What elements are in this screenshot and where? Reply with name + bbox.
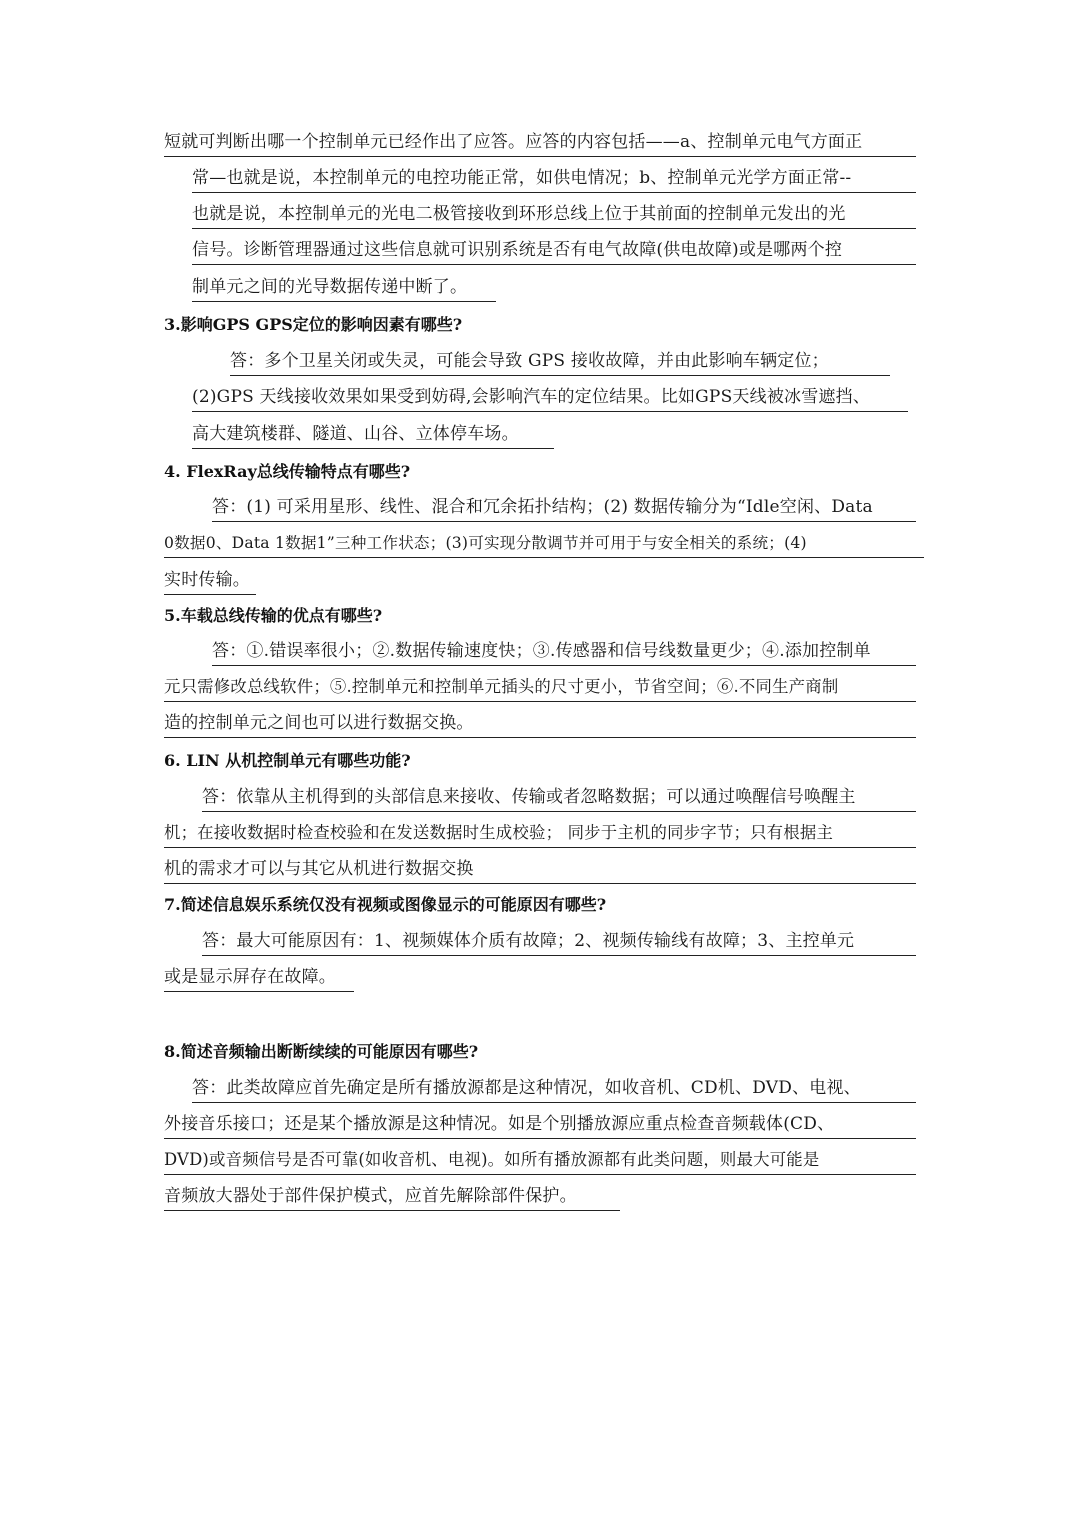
answer-line: 或是显示屏存在故障。 (164, 966, 354, 992)
answer-line: 机；在接收数据时检查校验和在发送数据时生成校验； 同步于主机的同步字节；只有根据主 (164, 822, 916, 848)
answer-line: 造的控制单元之间也可以进行数据交换。 (164, 712, 916, 738)
answer-line: 机的需求才可以与其它从机进行数据交换 (164, 858, 916, 884)
intro-line: 也就是说，本控制单元的光电二极管接收到环形总线上位于其前面的控制单元发出的光 (192, 203, 916, 229)
question-heading: 7.简述信息娱乐系统仅没有视频或图像显示的可能原因有哪些? (164, 895, 607, 914)
question-heading: 4. FlexRay总线传输特点有哪些? (164, 462, 411, 481)
answer-line: 答：①.错误率很小；②.数据传输速度快；③.传感器和信号线数量更少；④.添加控制单 (212, 640, 916, 666)
answer-line: 元只需修改总线软件；⑤.控制单元和控制单元插头的尺寸更小，节省空间；⑥.不同生产商制 (164, 676, 916, 702)
answer-line: 答：此类故障应首先确定是所有播放源都是这种情况，如收音机、CD机、DVD、电视、 (192, 1077, 916, 1103)
question-heading: 8.简述音频输出断断续续的可能原因有哪些? (164, 1042, 479, 1061)
answer-line: DVD)或音频信号是否可靠(如收音机、电视)。如所有播放源都有此类问题，则最大可能是 (164, 1149, 916, 1175)
answer-line: 答：(1) 可采用星形、线性、混合和冗余拓扑结构；(2) 数据传输分为“Idle空闲、Data (212, 496, 916, 522)
question-heading: 3.影响GPS GPS定位的影响因素有哪些? (164, 315, 463, 334)
answer-line: 音频放大器处于部件保护模式，应首先解除部件保护。 (164, 1185, 620, 1211)
intro-line: 制单元之间的光导数据传递中断了。 (192, 276, 496, 302)
answer-line: 实时传输。 (164, 569, 256, 595)
intro-line: 信号。诊断管理器通过这些信息就可识别系统是否有电气故障(供电故障)或是哪两个控 (192, 239, 916, 265)
question-heading: 5.车载总线传输的优点有哪些? (164, 606, 383, 625)
answer-line: 答：最大可能原因有：1、视频媒体介质有故障；2、视频传输线有故障；3、主控单元 (202, 930, 916, 956)
answer-line: 0数据0、Data 1数据1”三种工作状态；(3)可实现分散调节并可用于与安全相关的系统；(4) (164, 532, 924, 558)
answer-line: 高大建筑楼群、隧道、山谷、立体停车场。 (192, 423, 554, 449)
answer-line: 答：依靠从主机得到的头部信息来接收、传输或者忽略数据；可以通过唤醒信号唤醒主 (202, 786, 916, 812)
answer-line: (2)GPS 天线接收效果如果受到妨碍,会影响汽车的定位结果。比如GPS天线被冰雪遮挡、 (192, 386, 908, 412)
answer-line: 外接音乐接口；还是某个播放源是这种情况。如是个别播放源应重点检查音频载体(CD、 (164, 1113, 916, 1139)
question-heading: 6. LIN 从机控制单元有哪些功能? (164, 751, 411, 770)
intro-line: 短就可判断出哪一个控制单元已经作出了应答。应答的内容包括——a、控制单元电气方面正 (164, 131, 916, 157)
intro-line: 常—也就是说，本控制单元的电控功能正常，如供电情况；b、控制单元光学方面正常-- (192, 167, 916, 193)
answer-line: 答：多个卫星关闭或失灵，可能会导致 GPS 接收故障，并由此影响车辆定位； (230, 350, 890, 376)
